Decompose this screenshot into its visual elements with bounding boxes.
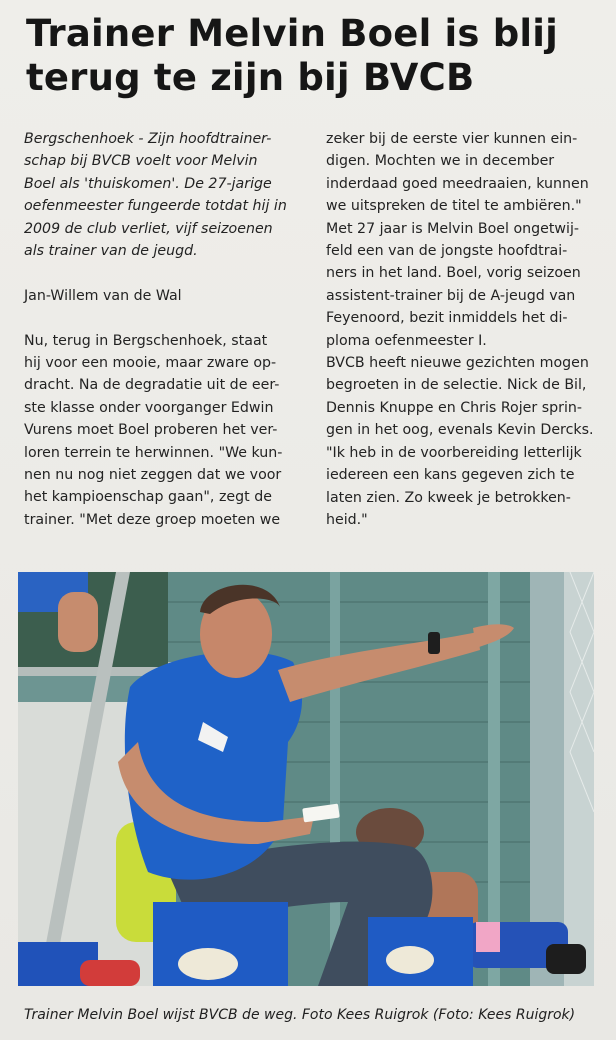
headline-line-2: terug te zijn bij BVCB: [26, 56, 475, 99]
article-photo: [18, 572, 594, 986]
body-line: digen. Mochten we in december: [326, 153, 555, 170]
body-line: dracht. Na de degradatie uit de eer-: [24, 377, 280, 394]
body-line: Dennis Knuppe en Chris Rojer sprin-: [326, 399, 583, 416]
body-line: laten zien. Zo kweek je betrokken-: [326, 489, 571, 506]
intro-paragraph: [24, 128, 306, 262]
body-line: hij voor een mooie, maar zware op-: [24, 355, 277, 372]
headline: [26, 12, 596, 100]
paragraph-gap: [24, 262, 306, 284]
byline: Jan-Willem van de Wal: [24, 287, 182, 304]
paragraph-gap: [24, 307, 306, 329]
article-column-right: [326, 128, 598, 531]
body-line: Feyenoord, bezit inmiddels het di-: [326, 310, 568, 327]
body-line: feld een van de jongste hoofdtrai-: [326, 243, 568, 260]
body-line: ploma oefenmeester I.: [326, 332, 487, 349]
body-line: begroeten in de selectie. Nick de Bil,: [326, 377, 587, 394]
body-line: het kampioenschap gaan", zegt de: [24, 489, 272, 506]
body-line: trainer. "Met deze groep moeten we: [24, 511, 281, 528]
intro-line: oefenmeester fungeerde totdat hij in: [24, 198, 287, 215]
photo-caption: Trainer Melvin Boel wijst BVCB de weg. Foto Kees Ruigrok (Foto: Kees Ruigrok): [24, 1007, 576, 1023]
photo-trainer-pointing-icon: [18, 572, 594, 986]
intro-line: als trainer van de jeugd.: [24, 243, 198, 260]
body-line: Vurens moet Boel proberen het ver-: [24, 422, 278, 439]
body-paragraph: [24, 330, 306, 532]
body-line: we uitspreken de titel te ambiëren.": [326, 198, 582, 215]
body-line: assistent-trainer bij de A-jeugd van: [326, 287, 576, 304]
intro-line: Bergschenhoek - Zijn hoofdtrainer-: [24, 131, 272, 147]
body-line: gen in het oog, evenals Kevin Dercks.: [326, 422, 594, 439]
body-line: ste klasse onder voorganger Edwin: [24, 399, 274, 416]
intro-line: Boel als 'thuiskomen'. De 27-jarige: [24, 175, 272, 192]
body-line: nen nu nog niet zeggen dat we voor: [24, 467, 282, 484]
body-line: inderdaad goed meedraaien, kunnen: [326, 175, 589, 192]
headline-line-1: Trainer Melvin Boel is blij: [26, 12, 559, 55]
body-line: loren terrein te herwinnen. "We kun-: [24, 444, 283, 461]
body-line: BVCB heeft nieuwe gezichten mogen: [326, 355, 589, 372]
article-column-left: [24, 128, 306, 531]
intro-line: 2009 de club verliet, vijf seizoenen: [24, 220, 273, 237]
body-line: zeker bij de eerste vier kunnen ein-: [326, 131, 578, 147]
body-line: heid.": [326, 511, 368, 528]
body-line: Met 27 jaar is Melvin Boel ongetwij-: [326, 220, 580, 237]
body-line: Nu, terug in Bergschenhoek, staat: [24, 332, 268, 349]
body-line: iedereen een kans gegeven zich te: [326, 467, 575, 484]
body-line: "Ik heb in de voorbereiding letterlijk: [326, 444, 582, 461]
intro-line: schap bij BVCB voelt voor Melvin: [24, 153, 258, 170]
body-paragraph: [326, 128, 598, 531]
body-line: ners in het land. Boel, vorig seizoen: [326, 265, 581, 282]
